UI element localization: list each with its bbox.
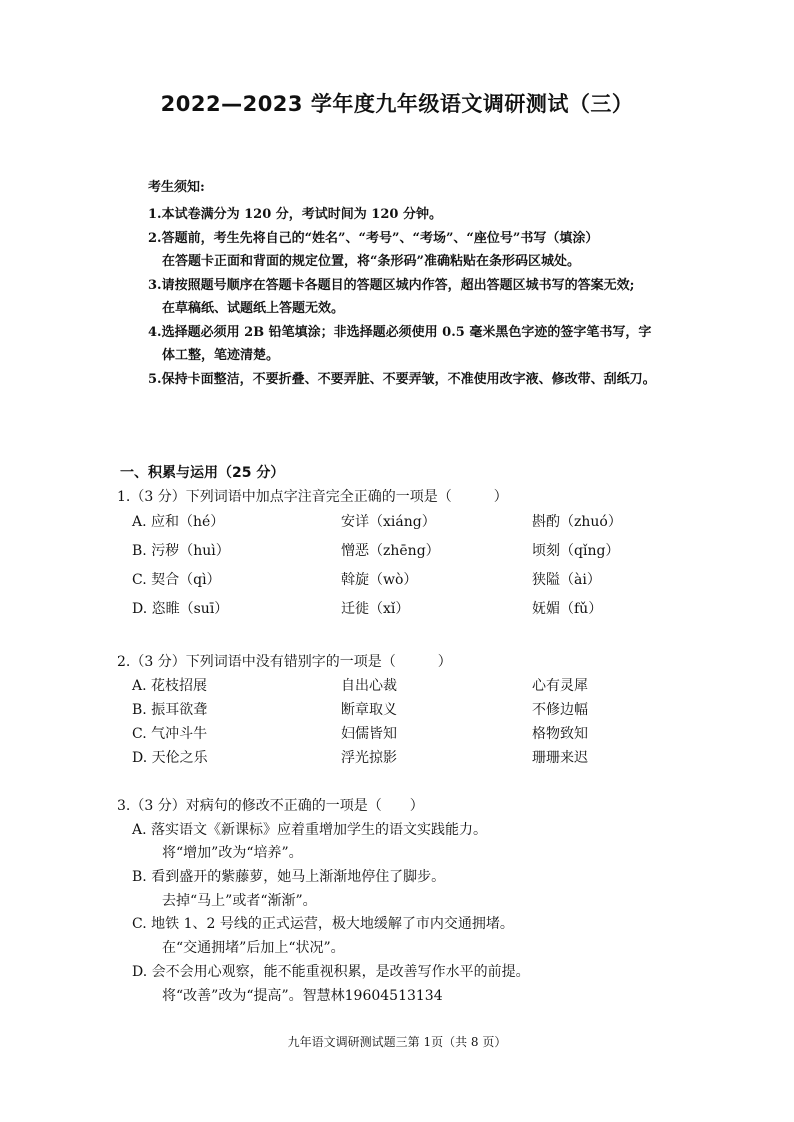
- option-cell: A. 应和（hé）: [132, 514, 225, 530]
- notice-item: 5.保持卡面整洁，不要折叠、不要弄脏、不要弄皱，不准使用改字液、修改带、刮纸刀。: [148, 372, 656, 387]
- option-cell: 格物致知: [532, 726, 588, 742]
- question-3-option-fix: 将“增加”改为“培养”。: [162, 845, 303, 861]
- option-cell: 妩媚（fǔ）: [532, 601, 603, 617]
- page-footer: 九年语文调研测试题三第 1页（共 8 页）: [287, 1035, 507, 1049]
- option-cell: 憎恶（zhēng）: [341, 543, 440, 559]
- option-cell: 迁徙（xǐ）: [341, 601, 410, 617]
- option-cell: 妇儒皆知: [341, 726, 397, 742]
- option-cell: B. 污秽（huì）: [132, 543, 230, 559]
- option-cell: 断章取义: [341, 702, 397, 718]
- notice-item: 3.请按照题号顺序在答题卡各题目的答题区城内作答，超出答题区城书写的答案无效;: [148, 278, 635, 293]
- question-3-option-sentence: A. 落实语文《新课标》应着重增加学生的语文实践能力。: [132, 822, 488, 838]
- option-cell: D. 恣睢（suī）: [132, 601, 229, 617]
- option-cell: 斡旋（wò）: [341, 572, 418, 588]
- notice-item-continued: 在草稿纸、试题纸上答题无效。: [162, 301, 345, 316]
- question-3-option-sentence: C. 地铁 1、2 号线的正式运营，极大地缓解了市内交通拥堵。: [132, 916, 514, 932]
- option-cell: 珊珊来迟: [532, 750, 588, 766]
- notice-item: 1.本试卷满分为 120 分，考试时间为 120 分钟。: [148, 207, 442, 222]
- option-cell: 浮光掠影: [341, 750, 397, 766]
- option-cell: 安详（xiáng）: [341, 514, 436, 530]
- question-3-option-fix: 去掉“马上”或者“渐渐”。: [162, 893, 317, 909]
- option-cell: C. 契合（qì）: [132, 572, 221, 588]
- notice-item: 4.选择题必须用 2B 铅笔填涂；非选择题必须使用 0.5 毫米黑色字迹的签字笔书写，字: [148, 325, 652, 340]
- question-3-stem: 3.（3 分）对病句的修改不正确的一项是（ ）: [117, 798, 424, 814]
- notice-item: 2.答题前，考生先将自己的“姓名”、“考号”、“考场”、“座位号”书写（填涂）: [148, 231, 599, 246]
- option-cell: 自出心裁: [341, 678, 397, 694]
- question-3-option-sentence: B. 看到盛开的紫藤萝，她马上渐渐地停住了脚步。: [132, 869, 446, 885]
- question-3-option-fix: 在“交通拥堵”后加上“状况”。: [162, 940, 345, 956]
- exam-title: 2022—2023 学年度九年级语文调研测试（三）: [160, 92, 634, 116]
- option-cell: 斟酌（zhuó）: [532, 514, 622, 530]
- section-heading: 一、积累与运用（25 分）: [120, 465, 285, 481]
- option-cell: 不修边幅: [532, 702, 588, 718]
- notice-item-continued: 在答题卡正面和背面的规定位置，将“条形码”准确粘贴在条形码区城处。: [162, 254, 580, 269]
- question-3-option-fix: 将“改善”改为“提高”。智慧林19604513134: [162, 988, 443, 1004]
- option-cell: D. 天伦之乐: [132, 750, 208, 766]
- notice-heading: 考生须知:: [148, 180, 205, 195]
- option-cell: 顷刻（qǐng）: [532, 543, 620, 559]
- question-2-stem: 2.（3 分）下列词语中没有错别字的一项是（ ）: [117, 654, 452, 670]
- option-cell: C. 气冲斗牛: [132, 726, 208, 742]
- notice-item-continued: 体工整，笔迹清楚。: [162, 348, 280, 363]
- option-cell: 心有灵犀: [532, 678, 588, 694]
- option-cell: A. 花枝招展: [132, 678, 208, 694]
- option-cell: 狭隘（ài）: [532, 572, 601, 588]
- question-1-stem: 1.（3 分）下列词语中加点字注音完全正确的一项是（ ）: [117, 489, 508, 505]
- question-3-option-sentence: D. 会不会用心观察，能不能重视积累，是改善写作水平的前提。: [132, 964, 530, 980]
- option-cell: B. 振耳欲聋: [132, 702, 208, 718]
